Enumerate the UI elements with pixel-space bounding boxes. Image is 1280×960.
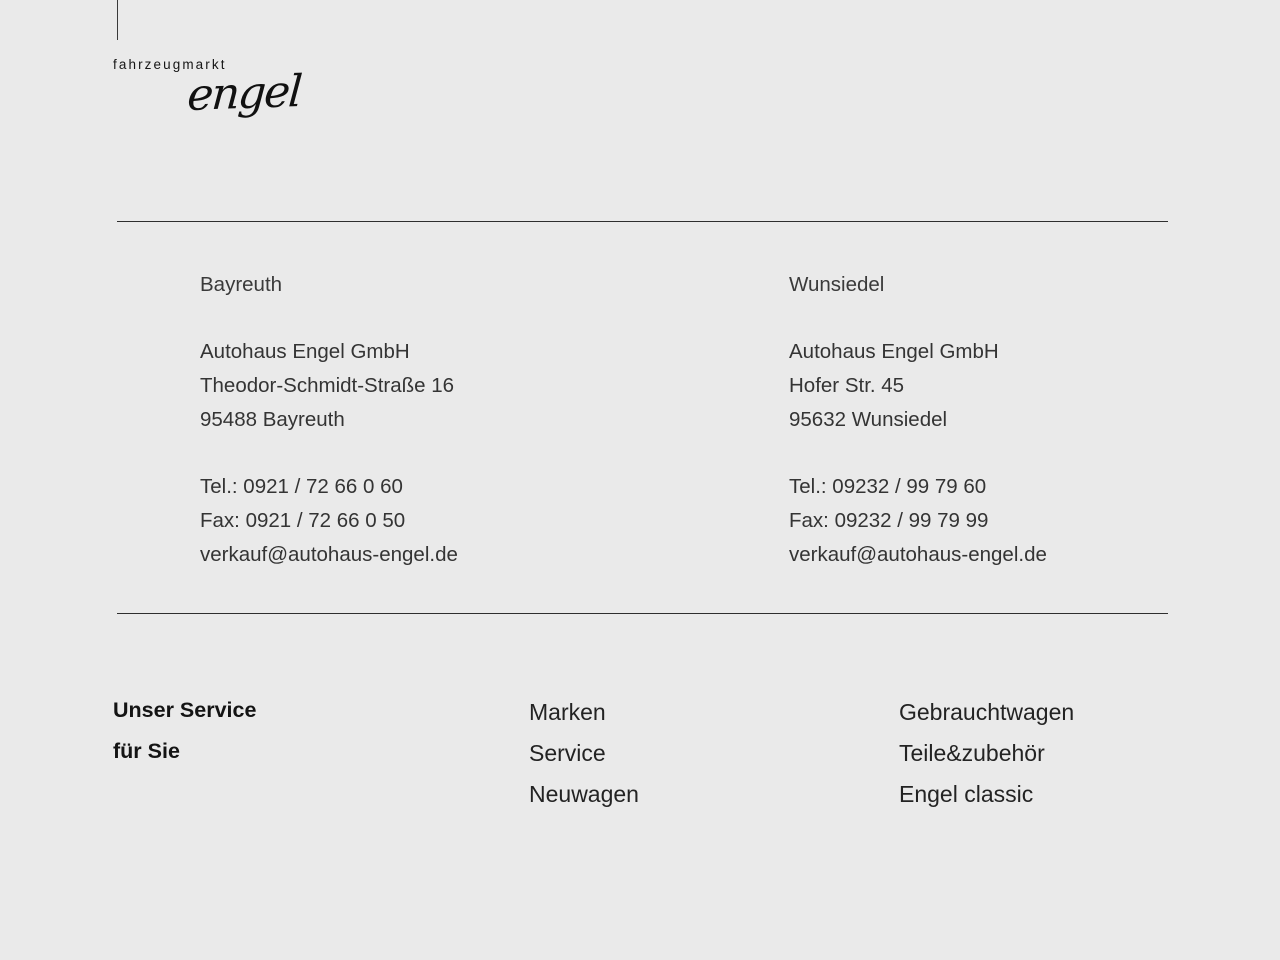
divider-bottom <box>117 613 1168 614</box>
location-postal-city: 95632 Wunsiedel <box>789 408 948 431</box>
location-street: Theodor-Schmidt-Straße 16 <box>200 374 455 397</box>
footer-link-teile-zubehoer[interactable]: Teile&zubehör <box>899 740 1045 766</box>
location-phone[interactable]: Tel.: 09232 / 99 79 60 <box>789 475 987 498</box>
location-postal-address <box>200 335 458 437</box>
location-email[interactable]: verkauf@autohaus-engel.de <box>789 543 1047 566</box>
location-city: Bayreuth <box>200 273 283 296</box>
footer-link-neuwagen[interactable]: Neuwagen <box>529 781 639 807</box>
service-heading-line-2: für Sie <box>113 739 180 763</box>
service-heading-line-1: Unser Service <box>113 698 257 722</box>
location-postal-city: 95488 Bayreuth <box>200 408 345 431</box>
location-street: Hofer Str. 45 <box>789 374 905 397</box>
address-block-bayreuth <box>200 268 458 605</box>
location-email[interactable]: verkauf@autohaus-engel.de <box>200 543 458 566</box>
location-contact <box>789 470 1047 572</box>
brand-logo[interactable] <box>113 58 393 128</box>
footer-link-engel-classic[interactable]: Engel classic <box>899 781 1034 807</box>
footer-link-column-1 <box>529 692 639 815</box>
divider-top <box>117 221 1168 222</box>
location-company: Autohaus Engel GmbH <box>789 340 999 363</box>
brand-wordmark: fahrzeugmarkt <box>113 57 227 72</box>
location-postal-address <box>789 335 1047 437</box>
brand-script-logo: engel <box>185 65 303 121</box>
service-heading <box>113 690 256 772</box>
location-phone[interactable]: Tel.: 0921 / 72 66 0 60 <box>200 475 403 498</box>
location-contact <box>200 470 458 572</box>
vertical-accent-rule <box>117 0 118 40</box>
location-fax: Fax: 09232 / 99 79 99 <box>789 509 989 532</box>
footer-link-column-2 <box>899 692 1074 815</box>
location-company: Autohaus Engel GmbH <box>200 340 410 363</box>
footer-link-gebrauchtwagen[interactable]: Gebrauchtwagen <box>899 699 1075 725</box>
location-city: Wunsiedel <box>789 273 885 296</box>
footer-link-marken[interactable]: Marken <box>529 699 606 725</box>
location-fax: Fax: 0921 / 72 66 0 50 <box>200 509 406 532</box>
address-block-wunsiedel <box>789 268 1047 605</box>
footer-link-service[interactable]: Service <box>529 740 606 766</box>
